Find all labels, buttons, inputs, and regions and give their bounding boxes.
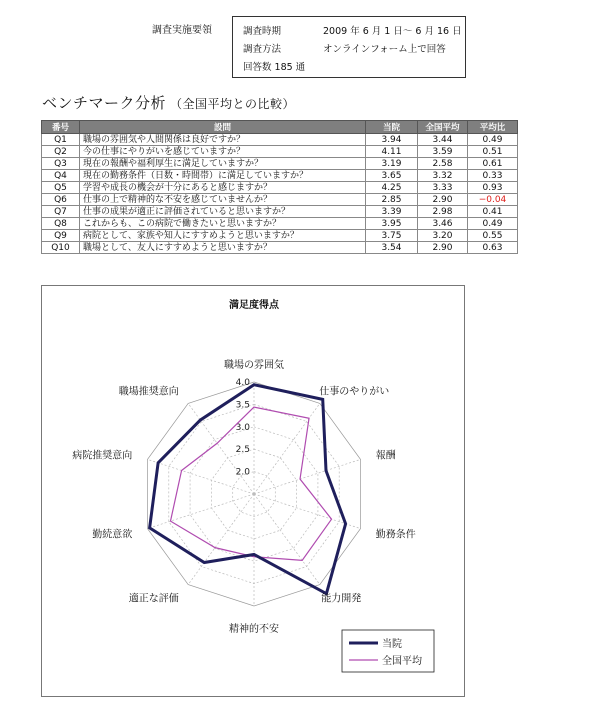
survey-method-label: 調査方法 bbox=[243, 44, 282, 55]
row-ours: 3.95 bbox=[366, 218, 418, 230]
row-ours: 3.39 bbox=[366, 206, 418, 218]
row-id: Q6 bbox=[42, 194, 80, 206]
survey-period-row bbox=[243, 23, 462, 37]
table-row bbox=[42, 170, 518, 182]
row-question: 職場として、友人にすすめようと思いますか？ bbox=[80, 242, 366, 254]
row-question: 仕事の上で精神的な不安を感じていませんか？ bbox=[80, 194, 366, 206]
chart-legend bbox=[342, 630, 434, 672]
row-question: これからも、この病院で働きたいと思いますか？ bbox=[80, 218, 366, 230]
grid-spoke bbox=[147, 494, 254, 529]
row-question: 現在の報酬や福利厚生に満足していますか？ bbox=[80, 158, 366, 170]
radar-chart-frame bbox=[41, 285, 465, 697]
survey-period-label: 調査時期 bbox=[243, 26, 282, 37]
row-national: 3.46 bbox=[418, 218, 468, 230]
survey-count-row bbox=[243, 59, 305, 73]
row-id: Q9 bbox=[42, 230, 80, 242]
row-question: 職場の雰囲気や人間関係は良好ですか？ bbox=[80, 134, 366, 146]
axis-label: 精神的不安 bbox=[229, 624, 279, 635]
row-id: Q10 bbox=[42, 242, 80, 254]
survey-period-value: 2009 年 6 月 1 日～ 6 月 16 日 bbox=[323, 26, 462, 37]
row-ours: 3.94 bbox=[366, 134, 418, 146]
row-ours: 3.65 bbox=[366, 170, 418, 182]
axis-label: 能力開発 bbox=[321, 593, 362, 605]
grid-spoke bbox=[188, 494, 254, 585]
table-row bbox=[42, 146, 518, 158]
section-title-main: ベンチマーク分析 bbox=[42, 94, 167, 112]
chart-title: 満足度得点 bbox=[229, 300, 279, 311]
table-row bbox=[42, 242, 518, 254]
row-diff: 0.93 bbox=[468, 182, 518, 194]
row-id: Q3 bbox=[42, 158, 80, 170]
section-title-sub: （全国平均との比較） bbox=[170, 97, 296, 111]
row-diff: 0.63 bbox=[468, 242, 518, 254]
row-ours: 3.19 bbox=[366, 158, 418, 170]
tick-label: 2.0 bbox=[235, 467, 250, 478]
header-question: 設問 bbox=[80, 121, 366, 134]
row-national: 3.59 bbox=[418, 146, 468, 158]
row-national: 2.90 bbox=[418, 242, 468, 254]
row-question: 仕事の成果が適正に評価されていると思いますか？ bbox=[80, 206, 366, 218]
table-row bbox=[42, 230, 518, 242]
tick-label: 3.0 bbox=[235, 422, 250, 433]
axis-label: 適正な評価 bbox=[128, 593, 179, 605]
table-body bbox=[42, 134, 518, 254]
row-diff: 0.51 bbox=[468, 146, 518, 158]
row-id: Q2 bbox=[42, 146, 80, 158]
axis-label: 病院推奨意向 bbox=[72, 450, 133, 462]
table-row bbox=[42, 194, 518, 206]
header-id: 番号 bbox=[42, 121, 80, 134]
radar-chart bbox=[42, 286, 466, 698]
table-row bbox=[42, 182, 518, 194]
table-row bbox=[42, 206, 518, 218]
survey-count-label: 回答数 185 通 bbox=[243, 62, 306, 73]
axis-label: 報酬 bbox=[375, 450, 396, 462]
axis-label: 仕事のやりがい bbox=[319, 386, 390, 398]
legend-label-ours: 当院 bbox=[382, 639, 402, 650]
row-diff: 0.33 bbox=[468, 170, 518, 182]
row-diff: 0.61 bbox=[468, 158, 518, 170]
row-national: 2.58 bbox=[418, 158, 468, 170]
axis-label: 職場推奨意向 bbox=[118, 386, 179, 398]
row-national: 2.90 bbox=[418, 194, 468, 206]
header-diff: 平均比 bbox=[468, 121, 518, 134]
series-national-line bbox=[170, 407, 331, 560]
table-row bbox=[42, 134, 518, 146]
table-row bbox=[42, 158, 518, 170]
survey-heading: 調査実施要領 bbox=[152, 25, 212, 36]
row-id: Q1 bbox=[42, 134, 80, 146]
row-question: 学習や成長の機会が十分にあると感じますか？ bbox=[80, 182, 366, 194]
section-title bbox=[42, 92, 295, 113]
row-id: Q7 bbox=[42, 206, 80, 218]
tick-label: 3.5 bbox=[235, 400, 250, 411]
row-question: 現在の勤務条件（日数・時間帯）に満足していますか？ bbox=[80, 170, 366, 182]
row-diff: 0.49 bbox=[468, 134, 518, 146]
table-header-row bbox=[42, 121, 518, 134]
row-diff: 0.55 bbox=[468, 230, 518, 242]
row-diff: −0.04 bbox=[468, 194, 518, 206]
row-id: Q4 bbox=[42, 170, 80, 182]
row-ours: 3.75 bbox=[366, 230, 418, 242]
row-ours: 4.25 bbox=[366, 182, 418, 194]
row-question: 今の仕事にやりがいを感じていますか？ bbox=[80, 146, 366, 158]
tick-label: 4.0 bbox=[235, 378, 250, 388]
row-national: 3.32 bbox=[418, 170, 468, 182]
row-diff: 0.49 bbox=[468, 218, 518, 230]
table-row bbox=[42, 218, 518, 230]
row-ours: 4.11 bbox=[366, 146, 418, 158]
row-national: 3.44 bbox=[418, 134, 468, 146]
survey-details-box bbox=[232, 16, 466, 78]
header-ours: 当院 bbox=[366, 121, 418, 134]
row-ours: 3.54 bbox=[366, 242, 418, 254]
row-ours: 2.85 bbox=[366, 194, 418, 206]
header-national: 全国平均 bbox=[418, 121, 468, 134]
radar-grid bbox=[147, 382, 360, 606]
row-national: 3.33 bbox=[418, 182, 468, 194]
axis-label: 職場の雰囲気 bbox=[224, 360, 284, 371]
row-national: 3.20 bbox=[418, 230, 468, 242]
tick-label: 2.5 bbox=[235, 445, 250, 456]
axis-label: 勤続意欲 bbox=[92, 529, 133, 541]
row-id: Q5 bbox=[42, 182, 80, 194]
row-diff: 0.41 bbox=[468, 206, 518, 218]
legend-label-national: 全国平均 bbox=[382, 656, 422, 667]
grid-spoke bbox=[254, 403, 320, 494]
survey-method-row bbox=[243, 41, 446, 55]
benchmark-table bbox=[41, 120, 518, 254]
row-national: 2.98 bbox=[418, 206, 468, 218]
survey-method-value: オンラインフォーム上で回答 bbox=[323, 44, 446, 55]
row-question: 病院として、家族や知人にすすめようと思いますか？ bbox=[80, 230, 366, 242]
row-id: Q8 bbox=[42, 218, 80, 230]
axis-label: 勤務条件 bbox=[375, 529, 416, 541]
